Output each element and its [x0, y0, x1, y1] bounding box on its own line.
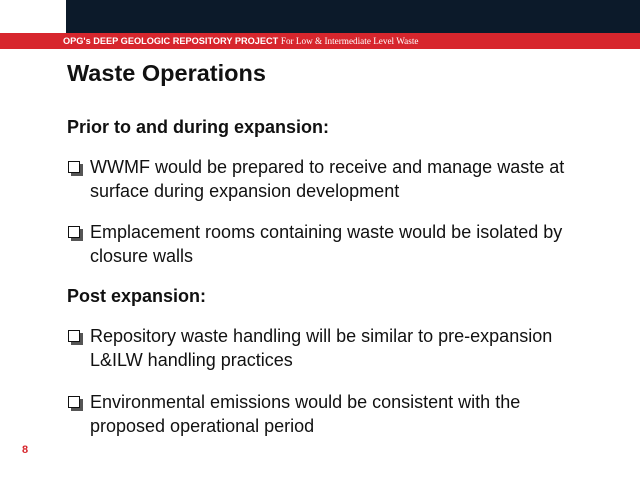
top-bar: [0, 0, 640, 33]
bullet-text: WWMF would be prepared to receive and manage waste at surface during expansion development: [90, 157, 565, 201]
checkbox-bullet-icon: [68, 396, 80, 408]
bullet-text: Repository waste handling will be similar to pre-expansion L&ILW handling practices: [90, 326, 553, 370]
top-divider: [62, 0, 66, 33]
bullet-item: [68, 390, 588, 438]
header-project-name: OPG's DEEP GEOLOGIC REPOSITORY PROJECT: [63, 36, 279, 46]
header-text: [63, 34, 418, 48]
bullet-text: Environmental emissions would be consistent with the proposed operational period: [90, 392, 521, 436]
bullet-item: [68, 155, 588, 203]
page-number: 8: [22, 444, 29, 456]
bullet-item: [68, 324, 588, 372]
checkbox-bullet-icon: [68, 330, 80, 342]
checkbox-bullet-icon: [68, 226, 80, 238]
top-left-block: [0, 0, 62, 33]
section-heading-prior: Prior to and during expansion:: [67, 117, 330, 137]
bullet-text: Emplacement rooms containing waste would be isolated by closure walls: [90, 222, 563, 266]
slide-title: Waste Operations: [67, 60, 266, 86]
header-subtitle: For Low & Intermediate Level Waste: [280, 36, 419, 46]
section-heading-post: Post expansion:: [67, 286, 207, 306]
bullet-item: [68, 220, 588, 268]
checkbox-bullet-icon: [68, 161, 80, 173]
